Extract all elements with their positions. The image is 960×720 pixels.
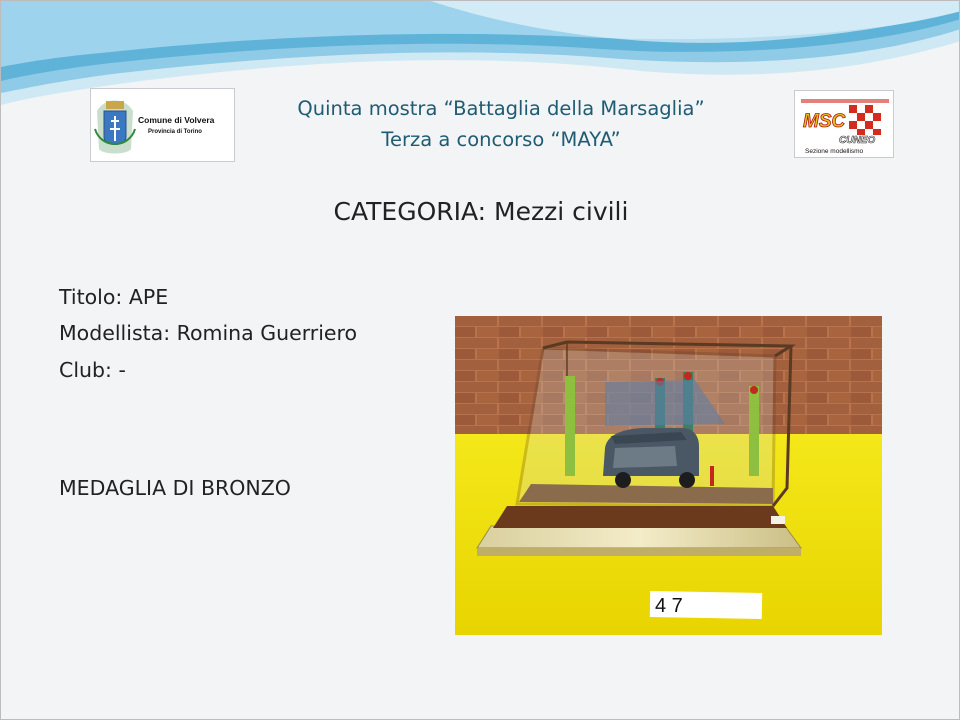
number-card (650, 591, 762, 619)
logo-right-city: CUNEO (839, 135, 876, 146)
category-title: CATEGORIA: Mezzi civili (333, 197, 629, 226)
comune-di-volvera-logo (90, 88, 235, 162)
logo-left-name: Comune di Volvera (138, 115, 215, 125)
checkered-flag-icon (849, 105, 881, 135)
logo-left-sub: Provincia di Torino (148, 129, 202, 135)
model-photo (455, 316, 882, 635)
logo-right-sub: Sezione modellismo (805, 148, 864, 155)
club-line: Club: - (59, 358, 126, 382)
header-line-1: Quinta mostra “Battaglia della Marsaglia” (297, 97, 705, 120)
modeler-line: Modellista: Romina Guerriero (59, 321, 358, 345)
logo-right-brand: MSC (803, 111, 846, 132)
card-number: 4 7 (655, 595, 683, 617)
header-line-2: Terza a concorso “MAYA” (381, 128, 621, 151)
title-line: Titolo: APE (59, 285, 169, 309)
coat-of-arms-icon (95, 101, 135, 154)
slide-header (251, 93, 751, 155)
msc-cuneo-logo (794, 90, 894, 158)
award-text: MEDAGLIA DI BRONZO (59, 476, 291, 500)
